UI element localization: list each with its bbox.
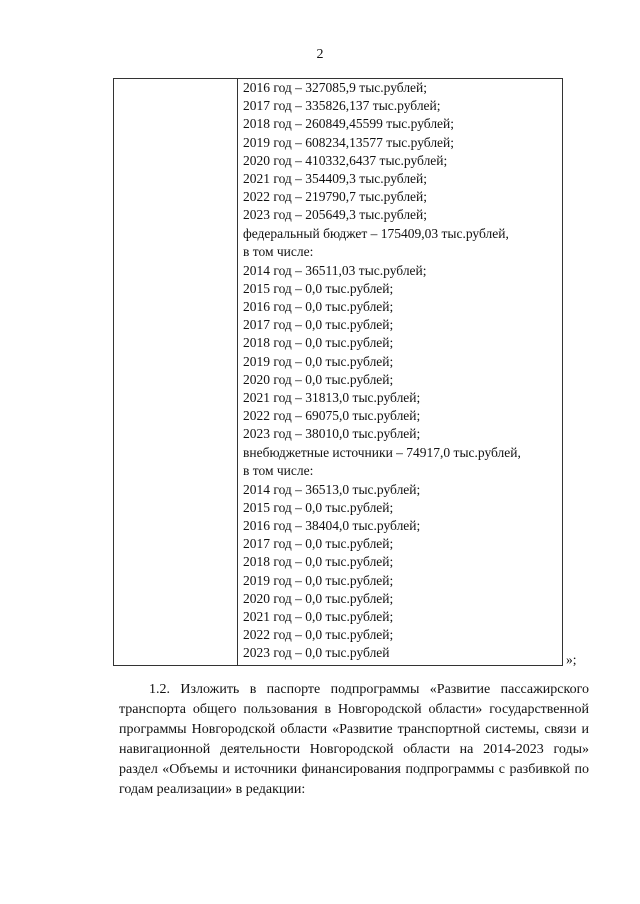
- financing-line: 2017 год – 0,0 тыс.рублей;: [243, 536, 394, 552]
- financing-line: 2018 год – 0,0 тыс.рублей;: [243, 554, 394, 570]
- financing-line: 2023 год – 205649,3 тыс.рублей;: [243, 207, 428, 223]
- financing-line: 2015 год – 0,0 тыс.рублей;: [243, 280, 394, 296]
- financing-line: 2015 год – 0,0 тыс.рублей;: [243, 499, 394, 515]
- financing-line: 2021 год – 31813,0 тыс.рублей;: [243, 390, 421, 406]
- financing-line: 2020 год – 0,0 тыс.рублей;: [243, 590, 394, 606]
- financing-line: в том числе:: [243, 244, 314, 260]
- financing-line: 2016 год – 38404,0 тыс.рублей;: [243, 518, 421, 534]
- financing-line: 2020 год – 0,0 тыс.рублей;: [243, 371, 394, 387]
- financing-line: 2014 год – 36511,03 тыс.рублей;: [243, 262, 427, 278]
- financing-line: 2017 год – 335826,137 тыс.рублей;: [243, 98, 441, 114]
- financing-table: [113, 78, 563, 666]
- financing-line: 2022 год – 69075,0 тыс.рублей;: [243, 408, 421, 424]
- financing-line: 2014 год – 36513,0 тыс.рублей;: [243, 481, 421, 497]
- financing-line: 2021 год – 354409,3 тыс.рублей;: [243, 171, 428, 187]
- financing-line: внебюджетные источники – 74917,0 тыс.рублей,: [243, 444, 521, 460]
- page-number: 2: [316, 47, 324, 62]
- financing-lines: [243, 79, 558, 663]
- financing-line: 2020 год – 410332,6437 тыс.рублей;: [243, 152, 448, 168]
- financing-line: в том числе:: [243, 463, 314, 479]
- financing-line: 2023 год – 0,0 тыс.рублей: [243, 645, 390, 661]
- closing-quote: »;: [566, 652, 577, 667]
- financing-line: 2018 год – 260849,45599 тыс.рублей;: [243, 116, 455, 132]
- financing-line: 2022 год – 219790,7 тыс.рублей;: [243, 189, 428, 205]
- financing-line: 2019 год – 0,0 тыс.рублей;: [243, 353, 394, 369]
- financing-line: 2019 год – 608234,13577 тыс.рублей;: [243, 134, 455, 150]
- financing-line: 2017 год – 0,0 тыс.рублей;: [243, 317, 394, 333]
- financing-line: 2022 год – 0,0 тыс.рублей;: [243, 627, 394, 643]
- financing-line: федеральный бюджет – 175409,03 тыс.рублей,: [243, 225, 509, 241]
- financing-line: 2016 год – 0,0 тыс.рублей;: [243, 299, 394, 315]
- column-divider: [237, 79, 238, 665]
- financing-line: 2019 год – 0,0 тыс.рублей;: [243, 572, 394, 588]
- financing-line: 2023 год – 38010,0 тыс.рублей;: [243, 426, 421, 442]
- amendment-paragraph: 1.2. Изложить в паспорте подпрограммы «Развитие пассажирского транспорта общего пользования в Новгородской области» государственной программы Новгородской области «Развитие транспортной системы, связи и навигационной деятельности Новгородской области на 2014-2023 годы» раздел «Объемы и источники финансирования подпрограммы с разбивкой по годам реализации» в редакции:: [119, 682, 589, 797]
- financing-line: 2018 год – 0,0 тыс.рублей;: [243, 335, 394, 351]
- financing-line: 2016 год – 327085,9 тыс.рублей;: [243, 80, 428, 95]
- financing-line: 2021 год – 0,0 тыс.рублей;: [243, 609, 394, 625]
